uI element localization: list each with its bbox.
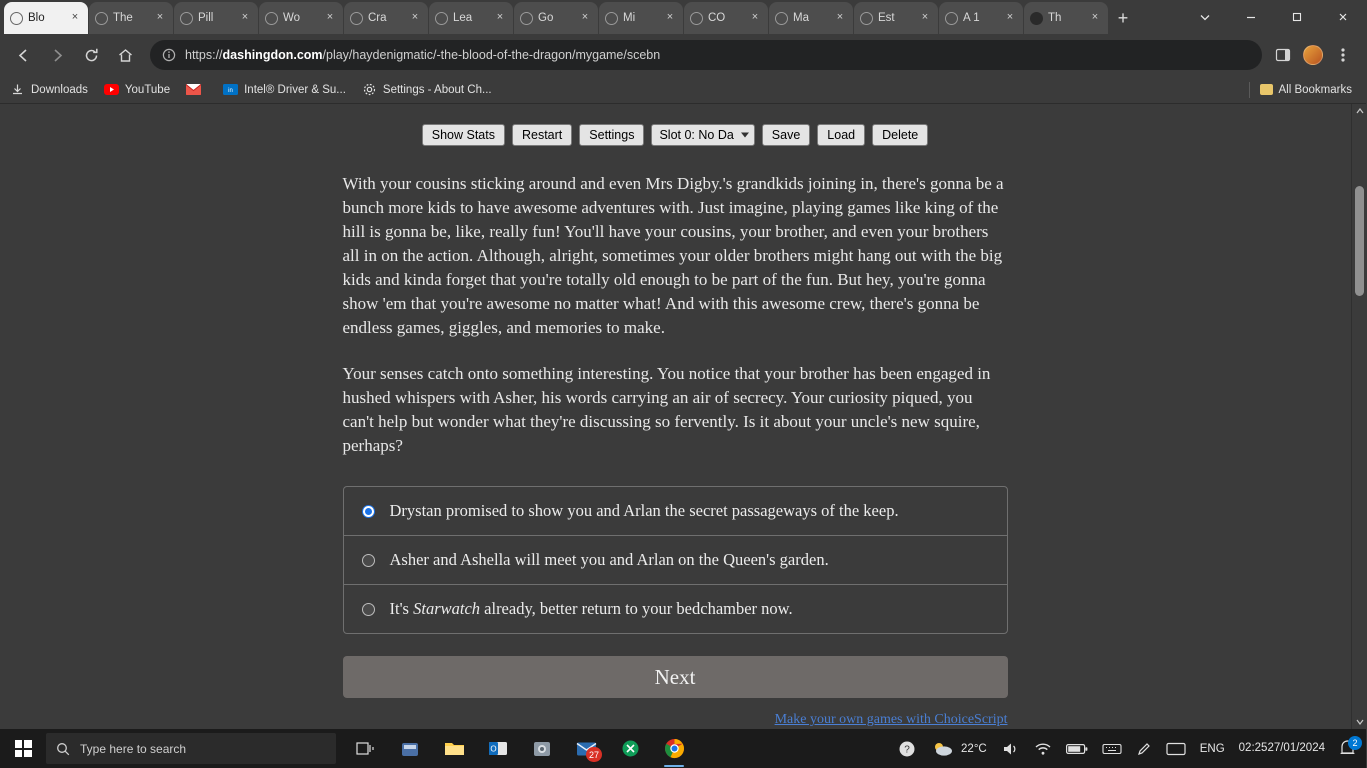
tab-strip [0, 0, 1366, 34]
split-screen-icon[interactable] [1268, 40, 1298, 70]
tab-title: Blo [28, 12, 45, 24]
tab-favicon-icon [605, 12, 618, 25]
radio-button[interactable] [362, 603, 375, 616]
page-viewport [0, 104, 1366, 729]
bookmark-settings[interactable] [362, 82, 492, 97]
browser-tab[interactable] [1024, 2, 1108, 34]
window-controls [1182, 0, 1366, 34]
svg-text:O: O [490, 744, 497, 754]
youtube-icon [104, 82, 119, 97]
svg-text:?: ? [904, 744, 910, 755]
file-explorer-icon[interactable] [432, 729, 476, 768]
choice-option[interactable] [344, 536, 1007, 585]
reload-button[interactable] [76, 40, 106, 70]
story-paragraph: Your senses catch onto something interesting. You notice that your brother has been engaged in hushed whispers with Asher, his words carrying an air of secrecy. Your curiosity piqued, you can't help but wonder what they're discussing so fervently. Is it about your uncle's new squire, perhaps? [342, 364, 991, 455]
choice-option[interactable] [344, 487, 1007, 536]
search-icon [56, 742, 70, 756]
browser-tab[interactable] [4, 2, 88, 34]
divider [1249, 82, 1250, 98]
language-indicator[interactable] [1193, 729, 1232, 768]
browser-tab[interactable] [259, 2, 343, 34]
notification-count: 2 [1348, 736, 1362, 750]
tab-favicon-icon [180, 12, 193, 25]
taskbar-app-icons [344, 729, 696, 768]
three-dot-menu-icon[interactable] [1328, 40, 1358, 70]
tab-title: The [113, 12, 133, 24]
intel-icon [223, 82, 238, 97]
bookmark-downloads[interactable] [10, 82, 88, 97]
excel-icon[interactable] [608, 729, 652, 768]
tab-title: Lea [453, 12, 473, 24]
tab-favicon-icon [945, 12, 958, 25]
delete-button[interactable]: Delete [872, 124, 928, 146]
game-toolbar [343, 124, 1008, 146]
system-tray [891, 729, 1366, 768]
browser-tab[interactable] [429, 2, 513, 34]
choice-label: It's Starwatch already, better return to your bedchamber now. [389, 599, 793, 618]
tab-title: Ma [793, 12, 809, 24]
bookmark-intel-driver[interactable] [223, 82, 346, 97]
radio-button[interactable] [362, 554, 375, 567]
page-scrollbar[interactable] [1351, 104, 1366, 729]
close-window-button[interactable] [1320, 0, 1366, 34]
weather-icon [931, 740, 955, 758]
volume-icon[interactable] [995, 729, 1027, 768]
browser-tab[interactable] [684, 2, 768, 34]
scroll-down-arrow-icon[interactable] [1352, 715, 1367, 729]
clock-time: 02:25 [1238, 742, 1268, 754]
weather-widget[interactable] [923, 740, 995, 758]
settings-button[interactable]: Settings [579, 124, 644, 146]
tab-favicon-icon [95, 12, 108, 25]
make-your-own-games-link[interactable]: Make your own games with ChoiceScript [774, 712, 1008, 727]
notification-center-button[interactable] [1332, 729, 1362, 768]
game-page [0, 104, 1350, 729]
tab-favicon-icon [775, 12, 788, 25]
browser-tab[interactable] [514, 2, 598, 34]
toolbar-right-actions [1268, 40, 1358, 70]
tab-favicon-icon [860, 12, 873, 25]
folder-icon [1260, 84, 1273, 95]
search-placeholder: Type here to search [80, 741, 187, 756]
bookmark-label: YouTube [124, 83, 171, 96]
bookmark-label: Settings - About Ch... [382, 83, 492, 96]
browser-tab[interactable] [599, 2, 683, 34]
tab-title: Pill [198, 12, 214, 24]
browser-tab[interactable] [344, 2, 428, 34]
temperature-label: 22°C [961, 742, 987, 755]
tab-close-icon[interactable]: × [156, 11, 164, 23]
outlook-icon[interactable] [476, 729, 520, 768]
chevron-down-icon [741, 133, 749, 138]
tab-title: A 1 [963, 12, 980, 24]
browser-toolbar [0, 34, 1366, 76]
choice-label: Asher and Ashella will meet you and Arlan on the Queen's garden. [389, 550, 829, 569]
tab-close-icon[interactable]: × [1006, 11, 1014, 23]
story-paragraph: With your cousins sticking around and even Mrs Digby.'s grandkids joining in, there's gonna be a bunch more kids to have awesome adventures with. Just imagine, playing games like king of the hill is gonna be, like, really fun! You'll have your cousins, your brother, and even your brothers all in on the action. Although, alright, sometimes your older brothers might hang out with the big kids and kinda forget that you're totally old enough to be part of the fun. But hey, you're gonna show 'em that you're awesome no matter what! And with this awesome crew, there's gonna be endless games, giggles, and memories to make. [342, 174, 1004, 337]
scroll-up-arrow-icon[interactable] [1352, 104, 1367, 118]
download-icon [10, 82, 25, 97]
start-button[interactable] [0, 729, 46, 768]
scrollbar-thumb[interactable] [1355, 186, 1364, 296]
new-tab-button[interactable]: + [1117, 7, 1129, 28]
choice-option[interactable] [344, 585, 1007, 633]
browser-tab[interactable] [854, 2, 938, 34]
clock[interactable] [1232, 729, 1332, 768]
browser-tab[interactable] [174, 2, 258, 34]
restart-button[interactable]: Restart [512, 124, 572, 146]
show-stats-button[interactable]: Show Stats [422, 124, 505, 146]
save-slot-select[interactable] [651, 124, 754, 146]
tab-close-icon[interactable]: × [666, 11, 674, 23]
bookmark-label: Intel® Driver & Su... [244, 83, 346, 96]
tab-favicon-icon [690, 12, 703, 25]
gear-icon [362, 82, 377, 97]
tab-close-icon[interactable]: × [836, 11, 844, 23]
forward-button[interactable] [42, 40, 72, 70]
store-icon[interactable] [388, 729, 432, 768]
display-icon[interactable] [1159, 729, 1193, 768]
tab-title: Cra [368, 12, 387, 24]
mail-badge: 27 [586, 747, 602, 762]
save-slot-value: Slot 0: No Da [659, 128, 734, 142]
tab-close-icon[interactable]: × [496, 11, 504, 23]
avatar[interactable] [1298, 40, 1328, 70]
photos-icon[interactable] [520, 729, 564, 768]
tab-favicon-icon [520, 12, 533, 25]
tab-favicon-icon [10, 12, 23, 25]
choice-label: Drystan promised to show you and Arlan the secret passageways of the keep. [389, 501, 899, 520]
wifi-icon[interactable] [1027, 729, 1059, 768]
browser-tab[interactable] [89, 2, 173, 34]
pen-icon[interactable] [1129, 729, 1159, 768]
bookmark-gmail[interactable] [186, 82, 207, 97]
mail-icon[interactable] [564, 729, 608, 768]
bookmarks-bar [0, 76, 1366, 104]
all-bookmarks-button[interactable] [1249, 82, 1357, 98]
save-button[interactable]: Save [762, 124, 811, 146]
tab-title: CO [708, 12, 726, 24]
maximize-button[interactable] [1274, 0, 1320, 34]
tab-close-icon[interactable]: × [921, 11, 929, 23]
radio-button[interactable] [362, 505, 375, 518]
address-bar[interactable] [150, 40, 1262, 70]
choice-list [343, 486, 1008, 634]
gmail-icon [186, 82, 201, 97]
site-info-icon[interactable] [162, 48, 176, 62]
clipped-text-above [343, 108, 1008, 114]
tab-close-icon[interactable]: × [326, 11, 334, 23]
tab-title: Th [1048, 12, 1062, 24]
home-button[interactable] [110, 40, 140, 70]
bookmark-label: Downloads [31, 83, 88, 96]
tab-close-icon[interactable]: × [411, 11, 419, 23]
back-button[interactable] [8, 40, 38, 70]
tab-close-icon[interactable]: × [581, 11, 589, 23]
tab-title: Wo [283, 12, 301, 24]
url-text: https://dashingdon.com/play/haydenigmatic/-the-blood-of-the-dragon/mygame/scebn [185, 48, 661, 62]
browser-tab[interactable] [769, 2, 853, 34]
load-button[interactable]: Load [817, 124, 865, 146]
chrome-icon[interactable] [652, 729, 696, 768]
tab-title: Mi [623, 12, 636, 24]
minimize-button[interactable] [1228, 0, 1274, 34]
svg-text:in: in [228, 88, 233, 94]
tab-favicon-icon [265, 12, 278, 25]
tab-favicon-icon [435, 12, 448, 25]
language-label: ENG [1199, 742, 1225, 755]
battery-icon[interactable] [1059, 729, 1095, 768]
bookmark-youtube[interactable] [104, 82, 170, 97]
next-button[interactable]: Next [343, 656, 1008, 698]
tab-favicon-icon [350, 12, 363, 25]
tab-favicon-icon [1030, 12, 1043, 25]
clock-date: 27/01/2024 [1267, 742, 1325, 754]
task-view-icon[interactable] [344, 729, 388, 768]
tab-title: Go [538, 12, 554, 24]
tab-close-icon[interactable]: × [1091, 11, 1099, 23]
game-content [343, 104, 1008, 744]
tab-search-chevron-down-icon[interactable] [1182, 0, 1228, 34]
taskbar-search-input[interactable] [46, 733, 336, 764]
keyboard-icon[interactable] [1095, 729, 1129, 768]
tab-close-icon[interactable]: × [71, 11, 79, 23]
windows-taskbar [0, 729, 1366, 768]
tab-title: Est [878, 12, 895, 24]
tab-close-icon[interactable]: × [751, 11, 759, 23]
help-icon[interactable] [891, 729, 923, 768]
all-bookmarks-label: All Bookmarks [1278, 83, 1352, 96]
tab-close-icon[interactable]: × [241, 11, 249, 23]
browser-tab[interactable] [939, 2, 1023, 34]
